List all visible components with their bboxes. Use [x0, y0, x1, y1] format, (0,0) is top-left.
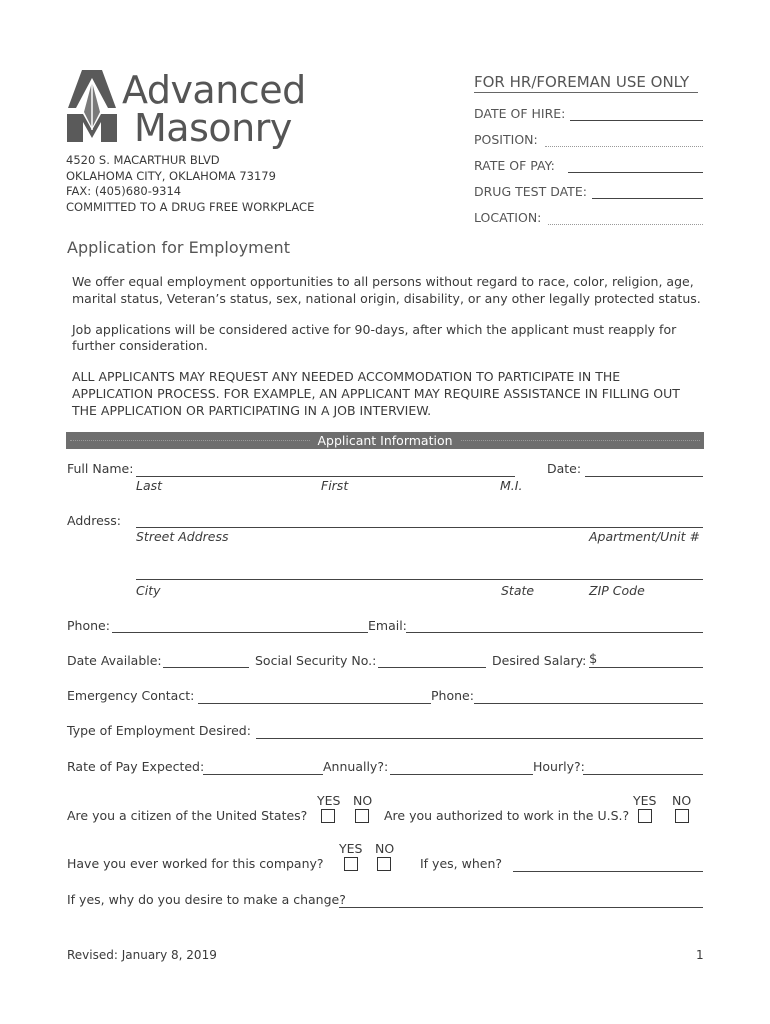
- company-address2: OKLAHOMA CITY, OKLAHOMA 73179: [66, 169, 276, 183]
- city-caption: City: [136, 583, 161, 598]
- citizen-yes-checkbox[interactable]: [321, 809, 335, 823]
- email-field[interactable]: [406, 632, 703, 633]
- authorized-yes-header: YES: [633, 793, 657, 808]
- type-employment-field[interactable]: [256, 738, 703, 739]
- state-caption: State: [501, 583, 535, 598]
- trowel-logo-icon: [64, 68, 120, 144]
- hr-rate-of-pay-label: RATE OF PAY:: [474, 158, 555, 173]
- drug-free-statement: COMMITTED TO A DRUG FREE WORKPLACE: [66, 200, 315, 214]
- hourly-label: Hourly?:: [533, 759, 585, 774]
- page-title: Application for Employment: [67, 238, 290, 257]
- middle-initial-caption: M.I.: [500, 478, 523, 493]
- company-name-line2: Masonry: [134, 106, 292, 150]
- phone-field[interactable]: [112, 632, 368, 633]
- why-change-field[interactable]: [339, 907, 703, 908]
- company-fax: FAX: (405)680-9314: [66, 184, 182, 198]
- emergency-phone-label: Phone:: [431, 688, 474, 703]
- company-address1: 4520 S. MACARTHUR BLVD: [66, 153, 220, 167]
- company-logo: [64, 68, 304, 158]
- eeo-paragraph-line1: We offer equal employment opportunities to all persons without regard to race, color, religion, age,: [72, 274, 694, 289]
- authorized-question: Are you authorized to work in the U.S.?: [384, 808, 630, 823]
- phone-label: Phone:: [67, 618, 110, 633]
- hr-drug-test-date-label: DRUG TEST DATE:: [474, 184, 587, 199]
- citizen-no-checkbox[interactable]: [355, 809, 369, 823]
- ssn-field[interactable]: [378, 667, 486, 668]
- apartment-caption: Apartment/Unit #: [589, 529, 700, 544]
- citizen-yes-header: YES: [317, 793, 341, 808]
- type-employment-label: Type of Employment Desired:: [67, 723, 251, 738]
- authorized-no-header: NO: [672, 793, 692, 808]
- eeo-paragraph-line2: marital status, Veteran’s status, sex, national origin, disability, or any other legally protected status.: [72, 291, 701, 306]
- if-yes-when-field[interactable]: [513, 871, 703, 872]
- emergency-contact-field[interactable]: [198, 703, 431, 704]
- city-state-zip-field[interactable]: [136, 579, 703, 580]
- accommodation-paragraph-line2: APPLICATION PROCESS. FOR EXAMPLE, AN APPLICANT MAY REQUIRE ASSISTANCE IN FILLING OUT: [72, 386, 680, 401]
- hr-box-title: FOR HR/FOREMAN USE ONLY: [474, 73, 690, 91]
- company-name-line1: Advanced: [122, 68, 306, 112]
- hr-location-field[interactable]: [548, 224, 703, 225]
- worked-yes-header: YES: [339, 841, 363, 856]
- revised-date: Revised: January 8, 2019: [67, 948, 217, 962]
- emergency-contact-label: Emergency Contact:: [67, 688, 195, 703]
- annually-field[interactable]: [390, 774, 533, 775]
- full-name-field[interactable]: [136, 476, 515, 477]
- hr-date-of-hire-field[interactable]: [570, 120, 703, 121]
- zip-caption: ZIP Code: [589, 583, 645, 598]
- hr-drug-test-date-field[interactable]: [592, 198, 703, 199]
- last-name-caption: Last: [136, 478, 163, 493]
- emergency-phone-field[interactable]: [474, 703, 703, 704]
- email-label: Email:: [368, 618, 407, 633]
- hr-position-field[interactable]: [545, 146, 703, 147]
- address-label: Address:: [67, 513, 121, 528]
- ssn-label: Social Security No.:: [255, 653, 377, 668]
- hourly-field[interactable]: [583, 774, 703, 775]
- active-paragraph-line2: further consideration.: [72, 338, 208, 353]
- annually-label: Annually?:: [323, 759, 389, 774]
- authorized-yes-checkbox[interactable]: [638, 809, 652, 823]
- date-label: Date:: [547, 461, 582, 476]
- worked-no-checkbox[interactable]: [377, 857, 391, 871]
- worked-yes-checkbox[interactable]: [344, 857, 358, 871]
- date-field[interactable]: [585, 476, 703, 477]
- rate-expected-label: Rate of Pay Expected:: [67, 759, 205, 774]
- section-header-title: Applicant Information: [310, 432, 460, 449]
- section-header-bar: [66, 432, 704, 449]
- full-name-label: Full Name:: [67, 461, 134, 476]
- hr-box-title-underline: [474, 92, 698, 93]
- first-name-caption: First: [321, 478, 349, 493]
- date-available-label: Date Available:: [67, 653, 162, 668]
- accommodation-paragraph-line1: ALL APPLICANTS MAY REQUEST ANY NEEDED ACCOMMODATION TO PARTICIPATE IN THE: [72, 369, 621, 384]
- worked-question: Have you ever worked for this company?: [67, 856, 324, 871]
- if-yes-when-label: If yes, when?: [420, 856, 503, 871]
- hr-date-of-hire-label: DATE OF HIRE:: [474, 106, 566, 121]
- desired-salary-field[interactable]: [589, 667, 703, 668]
- hr-location-label: LOCATION:: [474, 210, 542, 225]
- hr-rate-of-pay-field[interactable]: [568, 172, 703, 173]
- date-available-field[interactable]: [163, 667, 249, 668]
- street-address-field[interactable]: [136, 527, 703, 528]
- why-change-label: If yes, why do you desire to make a change?: [67, 892, 346, 907]
- citizen-no-header: NO: [353, 793, 373, 808]
- worked-no-header: NO: [375, 841, 395, 856]
- citizen-question: Are you a citizen of the United States?: [67, 808, 308, 823]
- rate-expected-field[interactable]: [203, 774, 323, 775]
- street-address-caption: Street Address: [136, 529, 229, 544]
- accommodation-paragraph-line3: THE APPLICATION OR PARTICIPATING IN A JOB INTERVIEW.: [72, 403, 432, 418]
- hr-position-label: POSITION:: [474, 132, 538, 147]
- dollar-sign: $: [589, 652, 598, 667]
- authorized-no-checkbox[interactable]: [675, 809, 689, 823]
- desired-salary-label: Desired Salary:: [492, 653, 587, 668]
- page-number: 1: [696, 948, 704, 962]
- active-paragraph-line1: Job applications will be considered active for 90-days, after which the applicant must reapply for: [72, 322, 677, 337]
